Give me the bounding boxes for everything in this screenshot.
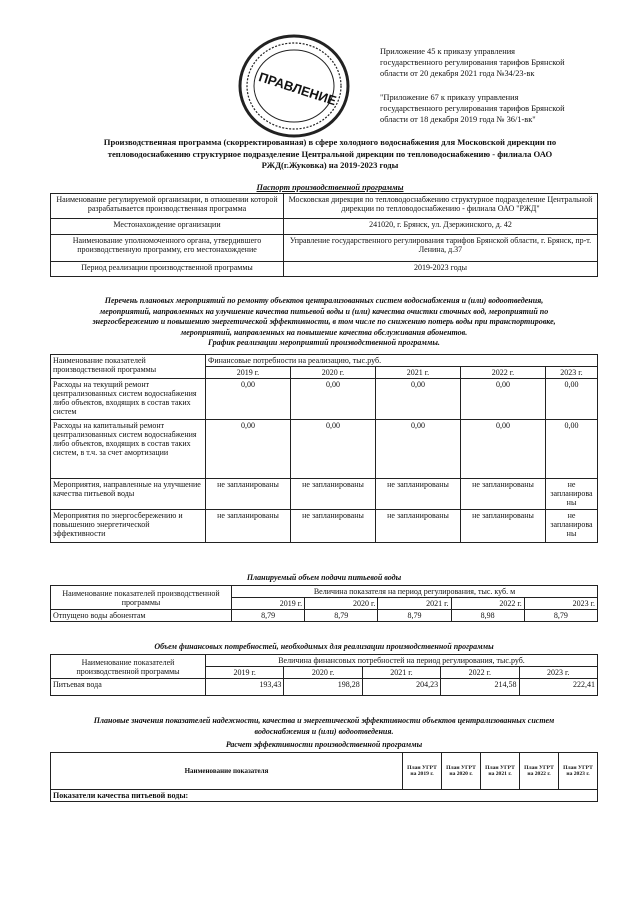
table-cell: не запланированы (376, 479, 461, 510)
efficiency-table (50, 752, 598, 802)
title-line: РЖД(г.Жуковка) на 2019-2023 годы (261, 160, 399, 170)
table-header: Величина показателя на период регулирования, тыс. куб. м (232, 586, 598, 598)
note-line: государственного регулирования тарифов Брянской (380, 58, 565, 67)
year-header: 2022 г. (451, 598, 524, 610)
table-cell: Период реализации производственной программы (51, 262, 284, 277)
year-header: 2019 г. (206, 667, 284, 679)
table-cell: 8,79 (524, 610, 597, 622)
heading-line: мероприятий, направленных на повышение качества обслуживания абонентов. (180, 327, 468, 337)
table-header: Наименование показателя (51, 753, 403, 790)
title-line: Производственная программа (скорректированная) в сфере холодного водоснабжения для Московской дирекции по (103, 137, 557, 147)
table-cell: Наименование уполномоченного органа, утвердившего производственную программу, его местонахождение (51, 235, 284, 262)
table-cell: 8,79 (378, 610, 451, 622)
heading-line: График реализации мероприятий производственной программы. (208, 338, 440, 347)
year-header: 2023 г. (524, 598, 597, 610)
table-cell: 204,23 (362, 679, 440, 696)
year-header: 2020 г. (284, 667, 362, 679)
row-label: Отпущено воды абонентам (51, 610, 232, 622)
measures-heading (50, 296, 598, 349)
finance-table (50, 654, 598, 696)
table-cell: Московская дирекция по тепловодоснабжению структурное подразделение Центральной дирекции по тепловодоснабжению - филиала ОАО "РЖД" (284, 194, 598, 219)
table-cell: 0,00 (291, 379, 376, 420)
table-cell: 222,41 (519, 679, 598, 696)
table-cell: 0,00 (376, 379, 461, 420)
table-header: Величина финансовых потребностей на период регулирования, тыс.руб. (206, 655, 598, 667)
finance-heading: Объем финансовых потребностей, необходимых для реализации производственной программы (154, 642, 494, 651)
note-line: Приложение 45 к приказу управления (380, 47, 516, 56)
table-cell: 0,00 (206, 420, 291, 479)
note-line: области от 20 декабря 2021 года №34/23-вк (380, 69, 535, 78)
table-header: Наименование показателей производственной программы (51, 355, 206, 379)
table-row (51, 510, 598, 543)
heading-line: Перечень плановых мероприятий по ремонту объектов централизованных систем водоснабжения и (или) водоотведения, (104, 296, 544, 305)
table-cell: не запланированы (291, 479, 376, 510)
year-header: 2021 г. (362, 667, 440, 679)
title-line: тепловодоснабжению структурное подразделение Центральной дирекции по тепловодоснабжению - филиала ОАО (107, 148, 553, 159)
table-row (51, 479, 598, 510)
passport-heading: Паспорт производственной программы (256, 183, 404, 192)
stamp-text: ПРАВЛЕНИЕ (256, 69, 339, 109)
section-row: Показатели качества питьевой воды: (51, 790, 598, 802)
volume-table (50, 585, 598, 622)
year-header: 2020 г. (291, 367, 376, 379)
heading-line: Плановые значения показателей надежности, качества и энергетической эффективности объектов централизованных систем (93, 716, 555, 725)
year-header: 2019 г. (232, 598, 305, 610)
note-line: государственного регулирования тарифов Брянской (380, 104, 565, 113)
year-header: 2022 г. (441, 667, 519, 679)
table-header: Наименование показателей производственной программы (51, 586, 232, 610)
table-cell: не запланированы (206, 510, 291, 543)
plan-header: План УГРТ на 2022 г. (520, 753, 559, 790)
table-cell: Управление государственного регулирования тарифов Брянской области, г. Брянск, пр-т. Ленина, д.37 (284, 235, 598, 262)
table-cell: 0,00 (376, 420, 461, 479)
table-row (51, 655, 598, 667)
official-stamp (228, 28, 358, 140)
calc-heading: Расчет эффективности производственной программы (225, 740, 423, 749)
table-cell: не запланированы (461, 510, 546, 543)
table-row (51, 679, 598, 696)
table-row (51, 379, 598, 420)
row-label: Мероприятия по энергосбережению и повышению энергетической эффективности (51, 510, 206, 543)
heading-line: энергосбережению и повышению энергетической эффективности, в том числе по снижению потерь воды при транспортировке, (92, 317, 556, 326)
table-cell: 241020, г. Брянск, ул. Дзержинского, д. 42 (284, 219, 598, 235)
table-row (51, 235, 598, 262)
table-row (51, 753, 598, 790)
year-header: 2021 г. (376, 367, 461, 379)
table-cell: не запланированы (461, 479, 546, 510)
table-row (51, 194, 598, 219)
table-cell: 0,00 (206, 379, 291, 420)
row-label: Мероприятия, направленные на улучшение качества питьевой воды (51, 479, 206, 510)
table-cell: 198,28 (284, 679, 362, 696)
reliability-heading (50, 716, 598, 737)
table-cell: 8,79 (232, 610, 305, 622)
table-cell: 193,43 (206, 679, 284, 696)
table-cell: 0,00 (546, 420, 598, 479)
table-cell: не запланированы (376, 510, 461, 543)
table-cell: 8,98 (451, 610, 524, 622)
table-cell: 0,00 (461, 420, 546, 479)
table-cell: 0,00 (461, 379, 546, 420)
table-cell: не запланирова ны (546, 510, 598, 543)
row-label: Питьевая вода (51, 679, 206, 696)
appendix-note-1 (380, 46, 565, 79)
year-header: 2019 г. (206, 367, 291, 379)
heading-line: мероприятий, направленных на улучшение качества питьевой воды и (или) качества очистки сточных вод, мероприятий по (99, 306, 549, 316)
table-row (51, 586, 598, 598)
table-cell: не запланированы (291, 510, 376, 543)
table-header: Финансовые потребности на реализацию, тыс.руб. (206, 355, 598, 367)
row-label: Расходы на текущий ремонт централизованных систем водоснабжения либо объектов, входящих в состав таких систем (51, 379, 206, 420)
table-row (51, 262, 598, 277)
year-header: 2023 г. (546, 367, 598, 379)
table-row (51, 790, 598, 802)
table-cell: 0,00 (291, 420, 376, 479)
table-cell: не запланирова ны (546, 479, 598, 510)
table-cell: 2019-2023 годы (284, 262, 598, 277)
row-label: Расходы на капитальный ремонт централизованных систем водоснабжения либо объектов, входящих в состав таких систем, в т.ч. за счет амортизации (51, 420, 206, 479)
appendix-note-2 (380, 92, 565, 125)
table-cell: не запланированы (206, 479, 291, 510)
year-header: 2022 г. (461, 367, 546, 379)
year-header: 2023 г. (519, 667, 598, 679)
volume-heading: Планируемый объем подачи питьевой воды (246, 573, 402, 582)
note-line: "Приложение 67 к приказу управления (380, 93, 519, 102)
table-cell: Наименование регулируемой организации, в отношении которой разрабатывается производственная программа (51, 194, 284, 219)
heading-line: водоснабжения и (или) водоотведения. (254, 726, 394, 736)
note-line: области от 18 декабря 2019 года № 36/1-вк" (380, 115, 536, 124)
year-header: 2021 г. (378, 598, 451, 610)
plan-header: План УГРТ на 2021 г. (481, 753, 520, 790)
plan-header: План УГРТ на 2023 г. (559, 753, 598, 790)
table-row (51, 355, 598, 367)
table-row (51, 610, 598, 622)
table-row (51, 219, 598, 235)
table-cell: 0,00 (546, 379, 598, 420)
table-row (51, 420, 598, 479)
table-cell: 8,79 (305, 610, 378, 622)
measures-table (50, 354, 598, 543)
plan-header: План УГРТ на 2020 г. (442, 753, 481, 790)
table-cell: Местонахождение организации (51, 219, 284, 235)
plan-header: План УГРТ на 2019 г. (403, 753, 442, 790)
document-title (60, 137, 600, 172)
passport-table (50, 193, 598, 277)
year-header: 2020 г. (305, 598, 378, 610)
table-cell: 214,58 (441, 679, 519, 696)
table-header: Наименование показателей производственной программы (51, 655, 206, 679)
